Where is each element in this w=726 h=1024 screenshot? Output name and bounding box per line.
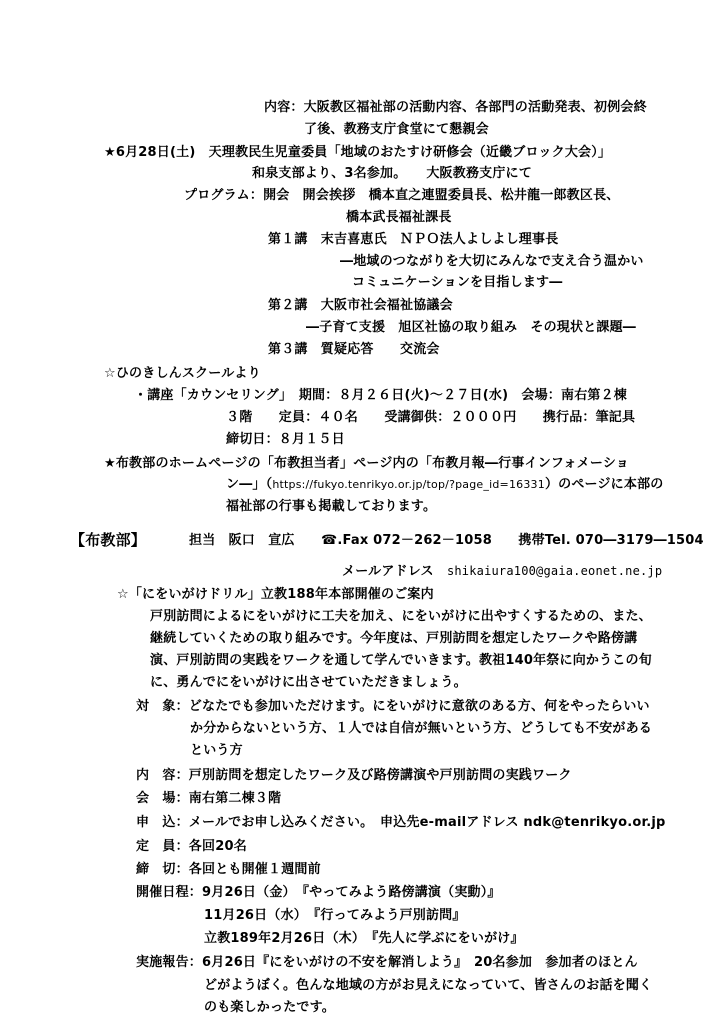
drill-paragraph-2: 継続していくための取り組みです。今年度は、戸別訪問を想定したワークや路傍講	[150, 631, 638, 646]
drill-report-line-3: のも楽しかったです。	[204, 1000, 335, 1015]
drill-schedule-1: 開催日程：9月26日（金） 『やってみよう路傍講演（実動）』	[136, 885, 501, 900]
mail-label: メールアドレス	[342, 564, 447, 579]
fukyo-contact-line: 担当 阪口 宣広 ☎.Fax 072－262－1058 携帯Tel. 070―3179―1504	[189, 533, 704, 548]
event-line-4: 橋本武長福祉課長	[346, 210, 452, 225]
drill-capacity: 定 員：各回20名	[136, 839, 247, 854]
event-line-2: 和泉支部より、3名参加。 大阪教務支庁にて	[252, 166, 532, 181]
drill-paragraph-3: 演、戸別訪問の実践をワークを通して学んでいきます。教祖140年祭に向かうこの旬	[150, 653, 652, 668]
drill-application: 申 込：メールでお申し込みください。 申込先e-mailアドレス ndk@tenrikyo.or.jp	[136, 815, 666, 830]
top-content-line-1: 内容：大阪教区福祉部の活動内容、各部門の活動発表、初例会終	[264, 100, 647, 115]
event-lecture-1-sub-2: コミュニケーションを目指します―	[352, 275, 563, 290]
drill-target-line-3: という方	[190, 743, 243, 758]
hp-url-link[interactable]: https://fukyo.tenrikyo.or.jp/top/?page_id=16331	[272, 478, 545, 491]
drill-report-line-1: 実施報告：6月26日『にをいがけの不安を解消しよう』 20名参加 参加者のほとん	[136, 955, 638, 970]
event-program-line: プログラム：開会 開会挨拶 橋本直之連盟委員長、松井龍一郎教区長、	[184, 188, 620, 203]
hp-notice-line-1: ★布教部のホームページの「布教担当者」ページ内の「布教月報―行事インフォメーショ	[104, 456, 629, 471]
event-lecture-3: 第３講 質疑応答 交流会	[268, 342, 440, 357]
drill-target-line-1: 対 象：どなたでも参加いただけます。にをいがけに意欲のある方、何をやったらいい	[136, 699, 650, 714]
hp-notice-line-2	[226, 475, 663, 495]
event-line-1: ★6月28日(土) 天理教民生児童委員「地域のおたすけ研修会（近畿ブロック大会）」	[104, 145, 612, 160]
fukyo-heading: 【布教部】	[70, 531, 147, 549]
drill-report-line-2: どがようぼく。色んな地域の方がお見えになっていて、皆さんのお話を聞く	[204, 978, 653, 993]
top-content-line-2: 了後、教務支庁食堂にて懇親会	[304, 122, 489, 137]
hinoki-deadline: 締切日：８月１５日	[226, 432, 345, 447]
event-lecture-2: 第２講 大阪市社会福祉協議会	[268, 298, 453, 313]
event-lecture-1-sub-1: ―地域のつながりを大切にみんなで支え合う温かい	[340, 254, 644, 269]
hp-notice-text-a: ン―」（	[226, 477, 273, 492]
drill-paragraph-4: に、勇んでにをいがけに出させていただきましょう。	[150, 675, 467, 690]
hinoki-heading: ☆ひのきしんスクールより	[104, 366, 261, 381]
drill-paragraph-1: 戸別訪問によるにをいがけに工夫を加え、にをいがけに出やすくするための、また、	[150, 609, 652, 624]
drill-schedule-3: 立教189年2月26日（木） 『先人に学ぶにをいがけ』	[204, 931, 524, 946]
drill-schedule-2: 11月26日（水） 『行ってみよう戸別訪問』	[204, 908, 466, 923]
drill-target-line-2: か分からないという方、１人では自信が無いという方、どうしても不安がある	[190, 721, 653, 736]
drill-venue: 会 場：南右第二棟３階	[136, 791, 282, 806]
drill-content: 内 容：戸別訪問を想定したワーク及び路傍講演や戸別訪問の実践ワーク	[136, 768, 572, 783]
hinoki-course-line-2: ３階 定員：４０名 受講御供：２０００円 携行品：筆記具	[226, 410, 636, 425]
drill-deadline: 締 切：各回とも開催１週間前	[136, 862, 321, 877]
event-lecture-2-sub: ―子育て支援 旭区社協の取り組み その現状と課題―	[306, 320, 637, 335]
event-lecture-1: 第１講 末吉喜恵氏 ＮＰＯ法人よしよし理事長	[268, 232, 559, 247]
hinoki-course-line-1: ・講座「カウンセリング」 期間：８月２６日(火)～２７日(水) 会場：南右第２棟	[134, 388, 628, 403]
mail-address-link[interactable]: shikaiura100@gaia.eonet.ne.jp	[446, 564, 663, 578]
hp-notice-line-3: 福祉部の行事も掲載しております。	[226, 499, 437, 514]
hp-notice-text-b: ）のページに本部の	[544, 477, 664, 492]
fukyo-mail-line	[342, 561, 662, 582]
drill-title: ☆「にをいがけドリル」立教188年本部開催のご案内	[117, 587, 434, 602]
